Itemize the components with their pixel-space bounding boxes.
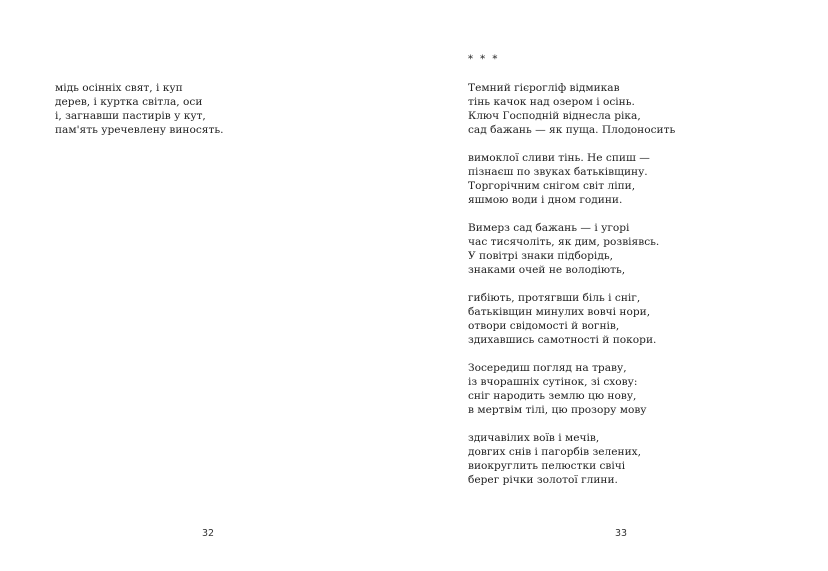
stanza-5 (468, 361, 675, 417)
stanza-gap (468, 207, 675, 221)
stanza-2 (468, 151, 675, 207)
poem-line: мідь осінніх свят, і куп (55, 82, 183, 94)
poem-line: довгих снів і пагорбів зелених, (468, 446, 641, 458)
stanza-gap (468, 137, 675, 151)
stanza-gap (468, 347, 675, 361)
poem-line: Зосередиш погляд на траву, (468, 362, 627, 374)
poem-line: тінь качок над озером і осінь. (468, 96, 635, 108)
poem-line: сніг народить землю цю нову, (468, 390, 637, 402)
right-page (414, 0, 828, 571)
poem-line: знаками очей не володіють, (468, 264, 626, 276)
poem-line: час тисячоліть, як дим, розвіявсь. (468, 236, 660, 248)
section-separator: * * * (468, 54, 500, 65)
stanza-1 (468, 81, 675, 137)
poem-line: сад бажань — як пуща. Плодоносить (468, 124, 676, 136)
stanza-3 (468, 221, 675, 277)
poem-line: із вчорашніх сутінок, зі схову: (468, 376, 638, 388)
poem-line: гибіють, протягвши біль і сніг, (468, 292, 641, 304)
stanza-gap (468, 417, 675, 431)
poem-line: Темний гієрогліф відмикав (468, 82, 620, 94)
poem-line: вимоклої сливи тінь. Не спиш — (468, 152, 650, 164)
stanza-gap (468, 277, 675, 291)
poem-line: отвори свідомості й вогнів, (468, 320, 620, 332)
poem-line: і, загнавши пастирів у кут, (55, 110, 206, 122)
left-page-text (55, 81, 223, 137)
poem-line: Вимерз сад бажань — і угорі (468, 222, 630, 234)
poem-line: пізнаєш по звуках батьківщину. (468, 166, 648, 178)
poem-line: яшмою води і дном години. (468, 194, 623, 206)
poem-line: У повітрі знаки підборідь, (468, 250, 613, 262)
poem-line: в мертвім тілі, цю прозору мову (468, 404, 647, 416)
poem-line: берег річки золотої глини. (468, 474, 618, 486)
poem-line: дерев, і куртка світла, оси (55, 96, 203, 108)
poem-line: здичавілих воїв і мечів, (468, 432, 600, 444)
poem-line: пам'ять уречевлену виносять. (55, 124, 224, 136)
stanza-6 (468, 431, 675, 487)
page-number-left: 32 (202, 528, 215, 539)
poem-line: виокруглить пелюстки свічі (468, 460, 626, 472)
right-page-poem (468, 81, 675, 487)
poem-line: Ключ Господній віднесла ріка, (468, 110, 641, 122)
poem-line: Торгорічним снігом світ ліпи, (468, 180, 636, 192)
poem-line: батьківщин минулих вовчі нори, (468, 306, 651, 318)
stanza-4 (468, 291, 675, 347)
poem-line: здихавшись самотності й покори. (468, 334, 657, 346)
page-number-right: 33 (615, 528, 628, 539)
